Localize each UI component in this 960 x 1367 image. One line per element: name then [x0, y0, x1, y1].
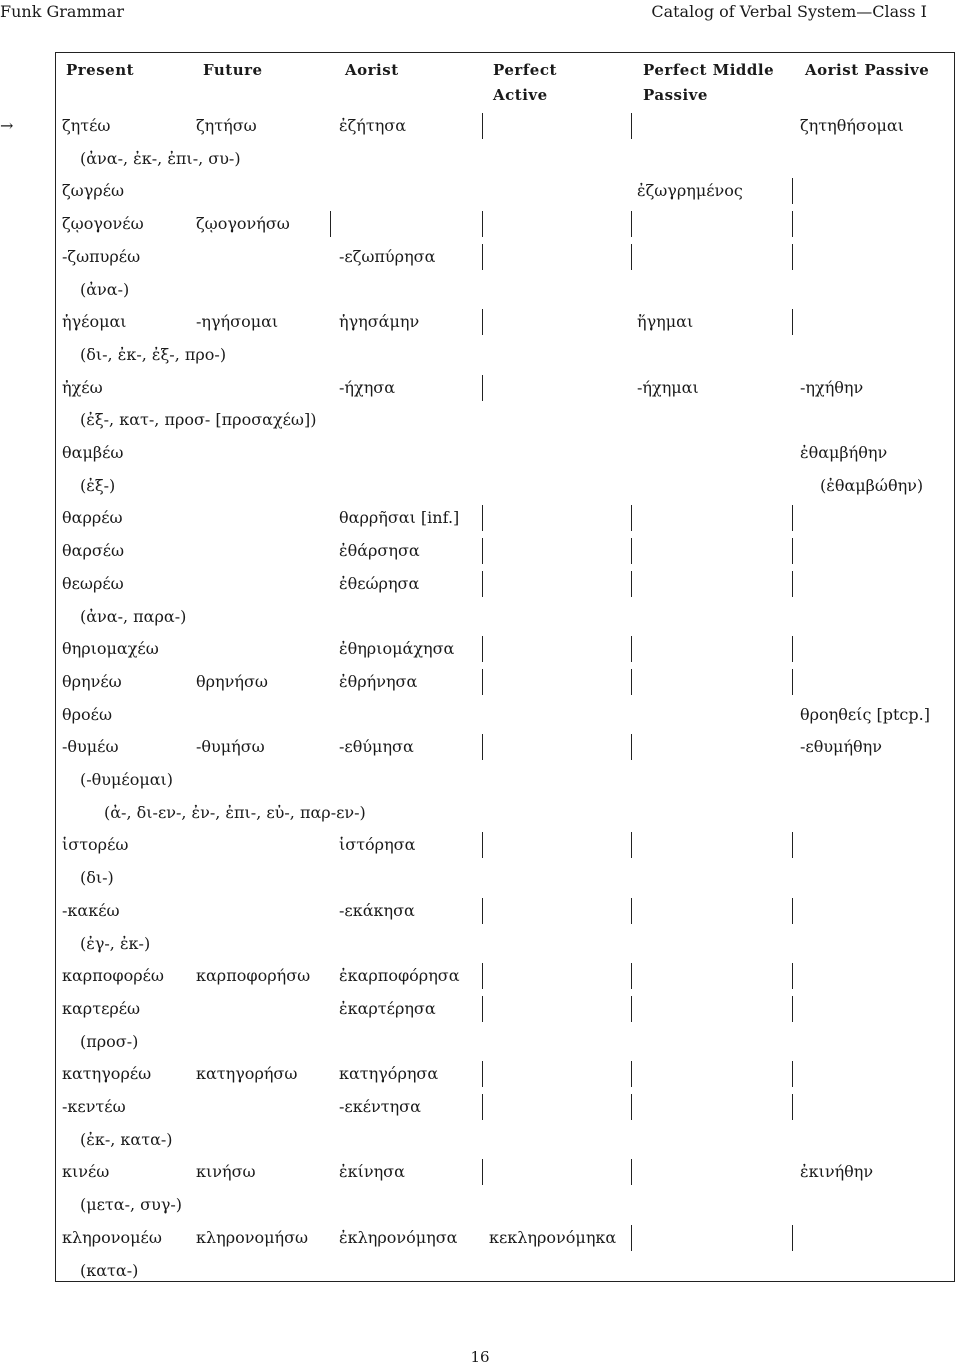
future-cell: -ηγήσομαι — [196, 312, 279, 332]
present-cell: θροέω — [62, 704, 113, 724]
table-row — [56, 110, 954, 143]
future-cell: -θυμήσω — [196, 737, 265, 757]
cell-divider — [792, 309, 793, 335]
future-cell: κληρονομήσω — [196, 1227, 309, 1247]
cell-divider — [482, 244, 483, 270]
table-row — [56, 470, 954, 503]
aorist-passive-cell: ζητηθήσομαι — [800, 116, 904, 135]
table-row — [56, 1189, 954, 1222]
table-row — [56, 502, 954, 535]
cell-divider — [482, 1094, 483, 1120]
aorist-cell: ἱστόρησα — [339, 835, 416, 855]
table-row — [56, 601, 954, 634]
cell-divider — [792, 1061, 793, 1087]
aorist-cell: ἐκληρονόμησα — [339, 1227, 458, 1247]
cell-divider — [482, 832, 483, 858]
prefix-note: (ἀνα-) — [80, 279, 130, 299]
cell-divider — [631, 1061, 632, 1087]
aorist-cell: ἐκαρτέρησα — [339, 998, 436, 1018]
cell-divider — [792, 996, 793, 1022]
table-row — [56, 1026, 954, 1059]
cell-divider — [792, 178, 793, 204]
table-row — [56, 829, 954, 862]
cell-divider — [482, 636, 483, 662]
present-cell: θαρσέω — [62, 541, 125, 561]
cell-divider — [792, 244, 793, 270]
cell-divider — [631, 244, 632, 270]
present-cell: ἱστορέω — [62, 835, 129, 855]
aorist-cell: -εκάκησα — [339, 900, 415, 920]
perfect-middle-passive-cell: ἥγημαι — [637, 312, 694, 332]
cell-divider — [482, 1061, 483, 1087]
aorist-cell: ἐκίνησα — [339, 1162, 405, 1182]
perfect-middle-passive-cell: -ήχημαι — [637, 377, 699, 397]
aorist-passive-cell: θροηθείς [ptcp.] — [800, 704, 930, 724]
table-row — [56, 1124, 954, 1157]
aorist-cell: ἐκαρποφόρησα — [339, 966, 460, 986]
cell-divider — [482, 963, 483, 989]
present-cell: καρτερέω — [62, 998, 141, 1018]
cell-divider — [482, 1159, 483, 1185]
cell-divider — [631, 505, 632, 531]
prefix-note: (μετα-, συγ-) — [80, 1195, 183, 1215]
prefix-note: (ἐξ-) — [80, 475, 116, 495]
chapter-title: Catalog of Verbal System—Class I — [651, 2, 927, 21]
present-cell: θεωρέω — [62, 573, 124, 593]
future-cell: ζητήσω — [196, 116, 257, 135]
cell-divider — [631, 898, 632, 924]
perfect-middle-passive-cell: ἐζωγρημένος — [637, 181, 743, 201]
cell-divider — [631, 636, 632, 662]
table-row — [56, 306, 954, 339]
cell-divider — [631, 1159, 632, 1185]
present-cell: θαμβέω — [62, 443, 124, 462]
aorist-cell: -εκέντησα — [339, 1097, 421, 1116]
table-row — [56, 208, 954, 241]
future-cell: κινήσω — [196, 1162, 256, 1182]
table-row — [56, 764, 954, 797]
table-row — [56, 568, 954, 601]
table-row — [56, 1255, 954, 1288]
prefix-note: (ἐξ-, κατ-, προσ- [προσαχέω]) — [80, 410, 317, 430]
cell-divider — [482, 898, 483, 924]
cell-divider — [631, 832, 632, 858]
table-row — [56, 175, 954, 208]
table-row — [56, 143, 954, 176]
table-row — [56, 535, 954, 568]
prefix-note: (ἀνα-, παρα-) — [80, 606, 187, 626]
prefix-note: (κατα-) — [80, 1260, 139, 1280]
aorist-cell: -εζωπύρησα — [339, 246, 436, 266]
cell-divider — [482, 538, 483, 564]
aorist-passive-cell: -εθυμήθην — [800, 737, 882, 757]
present-cell: θαρρέω — [62, 508, 123, 528]
prefix-note: (ἐγ-, ἐκ-) — [80, 933, 151, 953]
column-header-aorist: Aorist — [345, 61, 399, 79]
cell-divider — [792, 1094, 793, 1120]
table-row — [56, 339, 954, 372]
prefix-note: (ἀνα-, ἐκ-, ἐπι-, συ-) — [80, 148, 241, 168]
present-cell: -κακέω — [62, 900, 120, 920]
present-cell: θρηνέω — [62, 671, 122, 691]
cell-divider — [482, 996, 483, 1022]
cell-divider — [482, 309, 483, 335]
cell-divider — [482, 211, 483, 237]
cell-divider — [631, 571, 632, 597]
present-cell: κινέω — [62, 1162, 110, 1182]
cell-divider — [330, 211, 331, 237]
present-cell: κατηγορέω — [62, 1064, 152, 1084]
cell-divider — [631, 1094, 632, 1120]
table-row — [56, 241, 954, 274]
column-header-perfect-active: Perfect Active — [493, 61, 557, 104]
present-cell: -κεντέω — [62, 1097, 126, 1116]
present-cell: ἡγέομαι — [62, 312, 127, 332]
aorist-passive-cell: -ηχήθην — [800, 377, 864, 397]
cell-divider — [482, 375, 483, 401]
prefix-note: (δι-) — [80, 868, 114, 888]
cell-divider — [631, 734, 632, 760]
present-cell: καρποφορέω — [62, 966, 164, 986]
table-row — [56, 1156, 954, 1189]
cell-divider — [792, 211, 793, 237]
prefix-note: (-θυμέομαι) — [80, 770, 174, 789]
table-row — [56, 699, 954, 732]
aorist-cell: ἐθηριομάχησα — [339, 639, 455, 659]
book-title: Funk Grammar — [0, 2, 124, 21]
cell-divider — [792, 898, 793, 924]
future-cell: κατηγορήσω — [196, 1064, 298, 1084]
aorist-passive-cell: ἐκινήθην — [800, 1162, 874, 1182]
aorist-cell: θαρρῆσαι [inf.] — [339, 508, 460, 528]
table-row — [56, 797, 954, 830]
prefix-note: (δι-, ἐκ-, ἐξ-, προ-) — [80, 344, 227, 364]
cell-divider — [792, 1225, 793, 1251]
cell-divider — [482, 734, 483, 760]
prefix-note: (ἐκ-, κατα-) — [80, 1129, 173, 1149]
cell-divider — [482, 571, 483, 597]
prefix-note: (ἀ-, δι-εν-, ἐν-, ἐπι-, εὐ-, παρ-εν-) — [104, 802, 366, 822]
table-row — [56, 862, 954, 895]
cell-divider — [792, 505, 793, 531]
present-cell: -ζωπυρέω — [62, 246, 141, 266]
present-cell: ἠχέω — [62, 377, 103, 397]
cell-divider — [631, 1225, 632, 1251]
cell-divider — [792, 832, 793, 858]
arrow-icon: → — [0, 116, 14, 135]
table-row — [56, 666, 954, 699]
present-cell: ζωγρέω — [62, 181, 125, 201]
cell-divider — [792, 963, 793, 989]
aorist-cell: ἡγησάμην — [339, 312, 420, 332]
table-row — [56, 960, 954, 993]
table-row — [56, 404, 954, 437]
aorist-cell: ἐθεώρησα — [339, 573, 420, 593]
cell-divider — [631, 538, 632, 564]
prefix-note: (προσ-) — [80, 1031, 139, 1051]
cell-divider — [631, 996, 632, 1022]
column-header-perfect-middle-passive: Perfect Middle Passive — [643, 61, 775, 104]
aorist-cell: κατηγόρησα — [339, 1064, 439, 1084]
cell-divider — [631, 669, 632, 695]
cell-divider — [631, 963, 632, 989]
table-row — [56, 895, 954, 928]
cell-divider — [792, 571, 793, 597]
column-header-future: Future — [203, 61, 263, 79]
aorist-cell: ἐθρήνησα — [339, 671, 418, 691]
cell-divider — [482, 505, 483, 531]
cell-divider — [792, 636, 793, 662]
perfect-active-cell: κεκληρονόμηκα — [489, 1227, 617, 1247]
table-row — [56, 928, 954, 961]
future-cell: ζῳογονήσω — [196, 214, 290, 234]
table-row — [56, 1058, 954, 1091]
aorist-passive-cell: ἐθαμβήθην — [800, 443, 888, 462]
table-row — [56, 1222, 954, 1255]
future-cell: καρποφορήσω — [196, 966, 311, 986]
present-cell: ζητέω — [62, 116, 111, 135]
table-row — [56, 633, 954, 666]
cell-divider — [792, 669, 793, 695]
aorist-cell: -ήχησα — [339, 377, 395, 397]
table-row — [56, 993, 954, 1026]
column-header-aorist-passive: Aorist Passive — [805, 61, 930, 79]
cell-divider — [792, 538, 793, 564]
cell-divider — [631, 113, 632, 139]
aorist-cell: -εθύμησα — [339, 737, 414, 757]
present-cell: θηριομαχέω — [62, 639, 159, 659]
present-cell: -θυμέω — [62, 737, 119, 757]
table-row — [56, 1091, 954, 1124]
cell-divider — [482, 113, 483, 139]
table-row — [56, 372, 954, 405]
aorist-cell: ἐζήτησα — [339, 116, 407, 135]
aorist-cell: ἐθάρσησα — [339, 541, 420, 561]
table-row — [56, 437, 954, 470]
table-row — [56, 731, 954, 764]
future-cell: θρηνήσω — [196, 671, 268, 691]
cell-divider — [631, 211, 632, 237]
table-row — [56, 274, 954, 307]
present-cell: ζῳογονέω — [62, 214, 144, 234]
aorist-passive-variant: (ἐθαμβώθην) — [820, 475, 924, 495]
page-number: 16 — [470, 1348, 490, 1366]
cell-divider — [482, 669, 483, 695]
column-header-present: Present — [66, 61, 135, 79]
present-cell: κληρονομέω — [62, 1227, 162, 1247]
